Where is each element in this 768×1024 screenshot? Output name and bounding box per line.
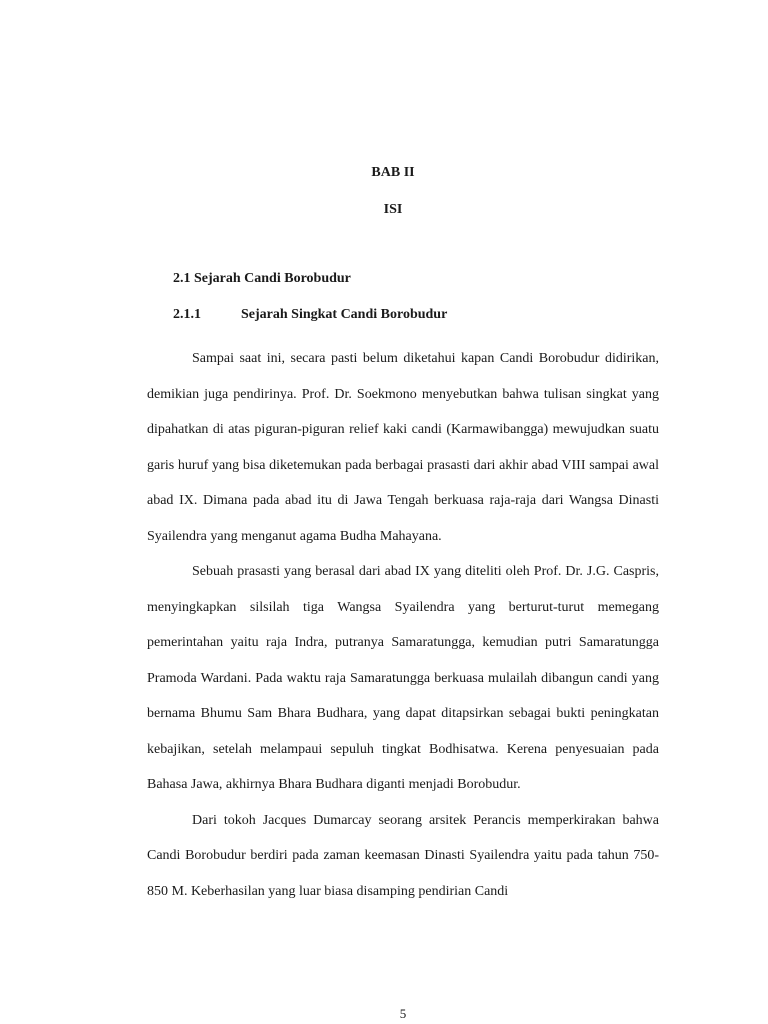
paragraph: Sebuah prasasti yang berasal dari abad IX yang diteliti oleh Prof. Dr. J.G. Caspris, menyingkapkan silsilah tiga Wangsa Syailendra yang berturut-turut memegang pemerintahan yaitu raja Indra, putranya Samaratungga, kemudian putri Samaratungga Pramoda Wardani. Pada waktu raja Samaratungga berkuasa mulailah dibangun candi yang bernama Bhumu Sam Bhara Budhara, yang dapat ditapsirkan sebagai bukti peningkatan kebajikan, setelah melampaui sepuluh tingkat Bodhisatwa. Kerena penyesuaian pada Bahasa Jawa, akhirnya Bhara Budhara diganti menjadi Borobudur. <box>147 564 659 792</box>
chapter-title: BAB II <box>371 165 415 180</box>
page-number: 5 <box>399 1006 407 1021</box>
chapter-subtitle: ISI <box>383 202 403 217</box>
subsection-title: Sejarah Singkat Candi Borobudur <box>241 307 448 322</box>
paragraph: Dari tokoh Jacques Dumarcay seorang arsitek Perancis memperkirakan bahwa Candi Borobudur berdiri pada zaman keemasan Dinasti Syailendra yaitu pada tahun 750-850 M. Keberhasilan yang luar biasa disamping pendirian Candi <box>147 812 659 899</box>
body-text <box>147 341 659 909</box>
paragraph: Sampai saat ini, secara pasti belum diketahui kapan Candi Borobudur didirikan, demikian juga pendirinya. Prof. Dr. Soekmono menyebutkan bahwa tulisan singkat yang dipahatkan di atas piguran-piguran relief kaki candi (Karmawibangga) mewujudkan suatu garis huruf yang bisa diketemukan pada berbagai prasasti dari akhir abad VIII sampai awal abad IX. Dimana pada abad itu di Jawa Tengah berkuasa raja-raja dari Wangsa Dinasti Syailendra yang menganut agama Budha Mahayana. <box>147 351 659 544</box>
subsection-heading <box>173 307 447 323</box>
subsection-number: 2.1.1 <box>173 307 201 322</box>
section-heading: 2.1 Sejarah Candi Borobudur <box>173 271 351 286</box>
